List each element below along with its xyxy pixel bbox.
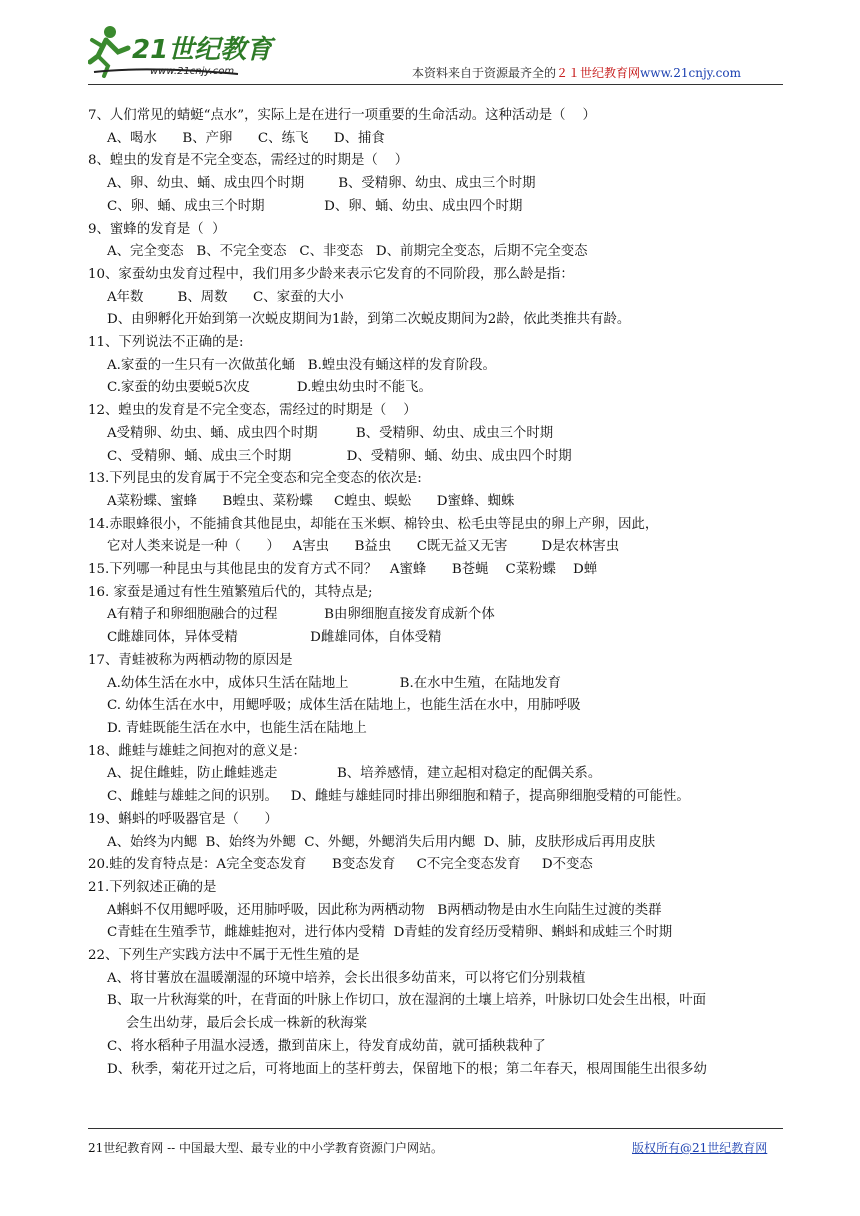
answer-option-line: B、取一片秋海棠的叶，在背面的叶脉上作切口，放在湿润的土壤上培养，叶脉切口处会生出根，叶面 xyxy=(107,993,707,1009)
answer-option-line: 它对人类来说是一种（ ） A害虫 B益虫 C既无益又无害 D是农林害虫 xyxy=(107,539,620,555)
answer-option-line: D、由卵孵化开始到第一次蜕皮期间为1龄，到第二次蜕皮期间为2龄，依此类推共有龄。 xyxy=(107,312,631,328)
header-source-note xyxy=(412,64,741,81)
answer-option-line: 会生出幼芽，最后会长成一株新的秋海棠 xyxy=(126,1016,368,1032)
question-text: 21.下列叙述正确的是 xyxy=(88,879,217,895)
footer-site-description: 21世纪教育网 -- 中国最大型、最专业的中小学教育资源门户网站。 xyxy=(88,1141,444,1155)
answer-option-line: A受精卵、幼虫、蛹、成虫四个时期 B、受精卵、幼虫、成虫三个时期 xyxy=(107,425,554,441)
answer-option-line: C. 幼体生活在水中，用鳃呼吸；成体生活在陆地上，也能生活在水中，用肺呼吸 xyxy=(107,698,581,714)
answer-option-line: C、受精卵、蛹、成虫三个时期 D、受精卵、蛹、幼虫、成虫四个时期 xyxy=(107,448,572,464)
question-text: 16. 家蚕是通过有性生殖繁殖后代的，其特点是; xyxy=(88,584,373,600)
question-list xyxy=(88,105,788,1081)
header-note-prefix: 本资料来自于资源最齐全的 xyxy=(412,66,557,80)
answer-option-line: C青蛙在生殖季节，雌雄蛙抱对，进行体内受精 D青蛙的发育经历受精卵、蝌蚪和成蛙三个时期 xyxy=(107,925,673,941)
question-text: 18、雌蛙与雄蛙之间抱对的意义是： xyxy=(88,743,306,759)
footer-divider xyxy=(88,1128,783,1129)
answer-option-line: A、完全变态 B、不完全变态 C、非变态 D、前期完全变态，后期不完全变态 xyxy=(107,244,588,260)
answer-option-line: C、将水稻种子用温水浸透，撒到苗床上，待发育成幼苗，就可插秧栽种了 xyxy=(107,1038,546,1054)
question-text: 15.下列哪一种昆虫与其他昆虫的发育方式不同？ A蜜蜂 B苍蝇 C菜粉蝶 D蝉 xyxy=(88,562,598,578)
answer-option-line: A、始终为内鳃 B、始终为外鳃 C、外鳃，外鳃消失后用内鳃 D、肺，皮肤形成后再用皮肤 xyxy=(107,834,656,850)
answer-option-line: C雌雄同体，异体受精 D雌雄同体，自体受精 xyxy=(107,630,442,646)
answer-option-line: C.家蚕的幼虫要蜕5次皮 D.蝗虫幼虫时不能飞。 xyxy=(107,380,432,396)
answer-option-line: A、喝水 B、产卵 C、练飞 D、捕食 xyxy=(107,130,385,146)
answer-option-line: D. 青蛙既能生活在水中，也能生活在陆地上 xyxy=(107,720,367,736)
page-header xyxy=(0,0,860,92)
logo-url: www.21cnjy.com xyxy=(150,66,235,77)
question-text: 8、蝗虫的发育是不完全变态，需经过的时期是（ ） xyxy=(88,153,409,169)
answer-option-line: A、将甘薯放在温暖潮湿的环境中培养，会长出很多幼苗来，可以将它们分别栽植 xyxy=(107,970,586,986)
answer-option-line: A、捉住雌蛙，防止雌蛙逃走 B、培养感情，建立起相对稳定的配偶关系。 xyxy=(107,766,602,782)
answer-option-line: A.幼体生活在水中，成体只生活在陆地上 B.在水中生殖，在陆地发育 xyxy=(107,675,562,691)
answer-option-line: A蝌蚪不仅用鳃呼吸，还用肺呼吸，因此称为两栖动物 B两栖动物是由水生向陆生过渡的类群 xyxy=(107,902,662,918)
answer-option-line: A年数 B、周数 C、家蚕的大小 xyxy=(107,289,344,305)
question-text: 13.下列昆虫的发育属于不完全变态和完全变态的依次是: xyxy=(88,471,422,487)
answer-option-line: A.家蚕的一生只有一次做茧化蛹 B.蝗虫没有蛹这样的发育阶段。 xyxy=(107,357,496,373)
question-text: 7、人们常见的蜻蜓“点水”，实际上是在进行一项重要的生命活动。这种活动是（ ） xyxy=(88,108,596,123)
site-logo xyxy=(88,22,288,80)
runner-logo-icon xyxy=(88,22,288,80)
logo-text: 21世纪教育 xyxy=(132,35,273,65)
question-text: 10、家蚕幼虫发育过程中，我们用多少龄来表示它发育的不同阶段，那么龄是指： xyxy=(88,266,574,282)
question-text: 20.蛙的发育特点是：A完全变态发育 B变态发育 C不完全变态发育 D不变态 xyxy=(88,857,593,873)
question-text: 12、蝗虫的发育是不完全变态，需经过的时期是（ ） xyxy=(88,403,417,419)
answer-option-line: D、秋季，菊花开过之后，可将地面上的茎杆剪去，保留地下的根；第二年春天，根周围能生出很多幼 xyxy=(107,1061,707,1077)
question-text: 17、青蛙被称为两栖动物的原因是 xyxy=(88,652,293,668)
question-text: 19、蝌蚪的呼吸器官是（ ） xyxy=(88,811,278,827)
header-note-url[interactable]: www.21cnjy.com xyxy=(640,66,741,80)
question-text: 14.赤眼蜂很小，不能捕食其他昆虫，却能在玉米螟、棉铃虫、松毛虫等昆虫的卵上产卵，因此， xyxy=(88,516,659,532)
header-divider xyxy=(88,84,783,85)
question-text: 9、蜜蜂的发育是（ ） xyxy=(88,221,226,237)
footer-copyright-link[interactable]: 版权所有@21世纪教育网 xyxy=(632,1141,768,1155)
answer-option-line: C、雌蛙与雄蛙之间的识别。 D、雌蛙与雄蛙同时排出卵细胞和精子，提高卵细胞受精的可能性。 xyxy=(107,789,690,805)
header-note-site: ２１世纪教育网 xyxy=(556,66,641,80)
answer-option-line: A、卵、幼虫、蛹、成虫四个时期 B、受精卵、幼虫、成虫三个时期 xyxy=(107,176,536,192)
question-text: 22、下列生产实践方法中不属于无性生殖的是 xyxy=(88,948,360,964)
answer-option-line: A菜粉蝶、蜜蜂 B蝗虫、菜粉蝶 C蝗虫、蜈蚣 D蜜蜂、蜘蛛 xyxy=(107,493,515,509)
question-text: 11、下列说法不正确的是: xyxy=(88,335,244,351)
answer-option-line: C、卵、蛹、成虫三个时期 D、卵、蛹、幼虫、成虫四个时期 xyxy=(107,198,523,214)
answer-option-line: A有精子和卵细胞融合的过程 B由卵细胞直接发育成新个体 xyxy=(107,607,495,623)
